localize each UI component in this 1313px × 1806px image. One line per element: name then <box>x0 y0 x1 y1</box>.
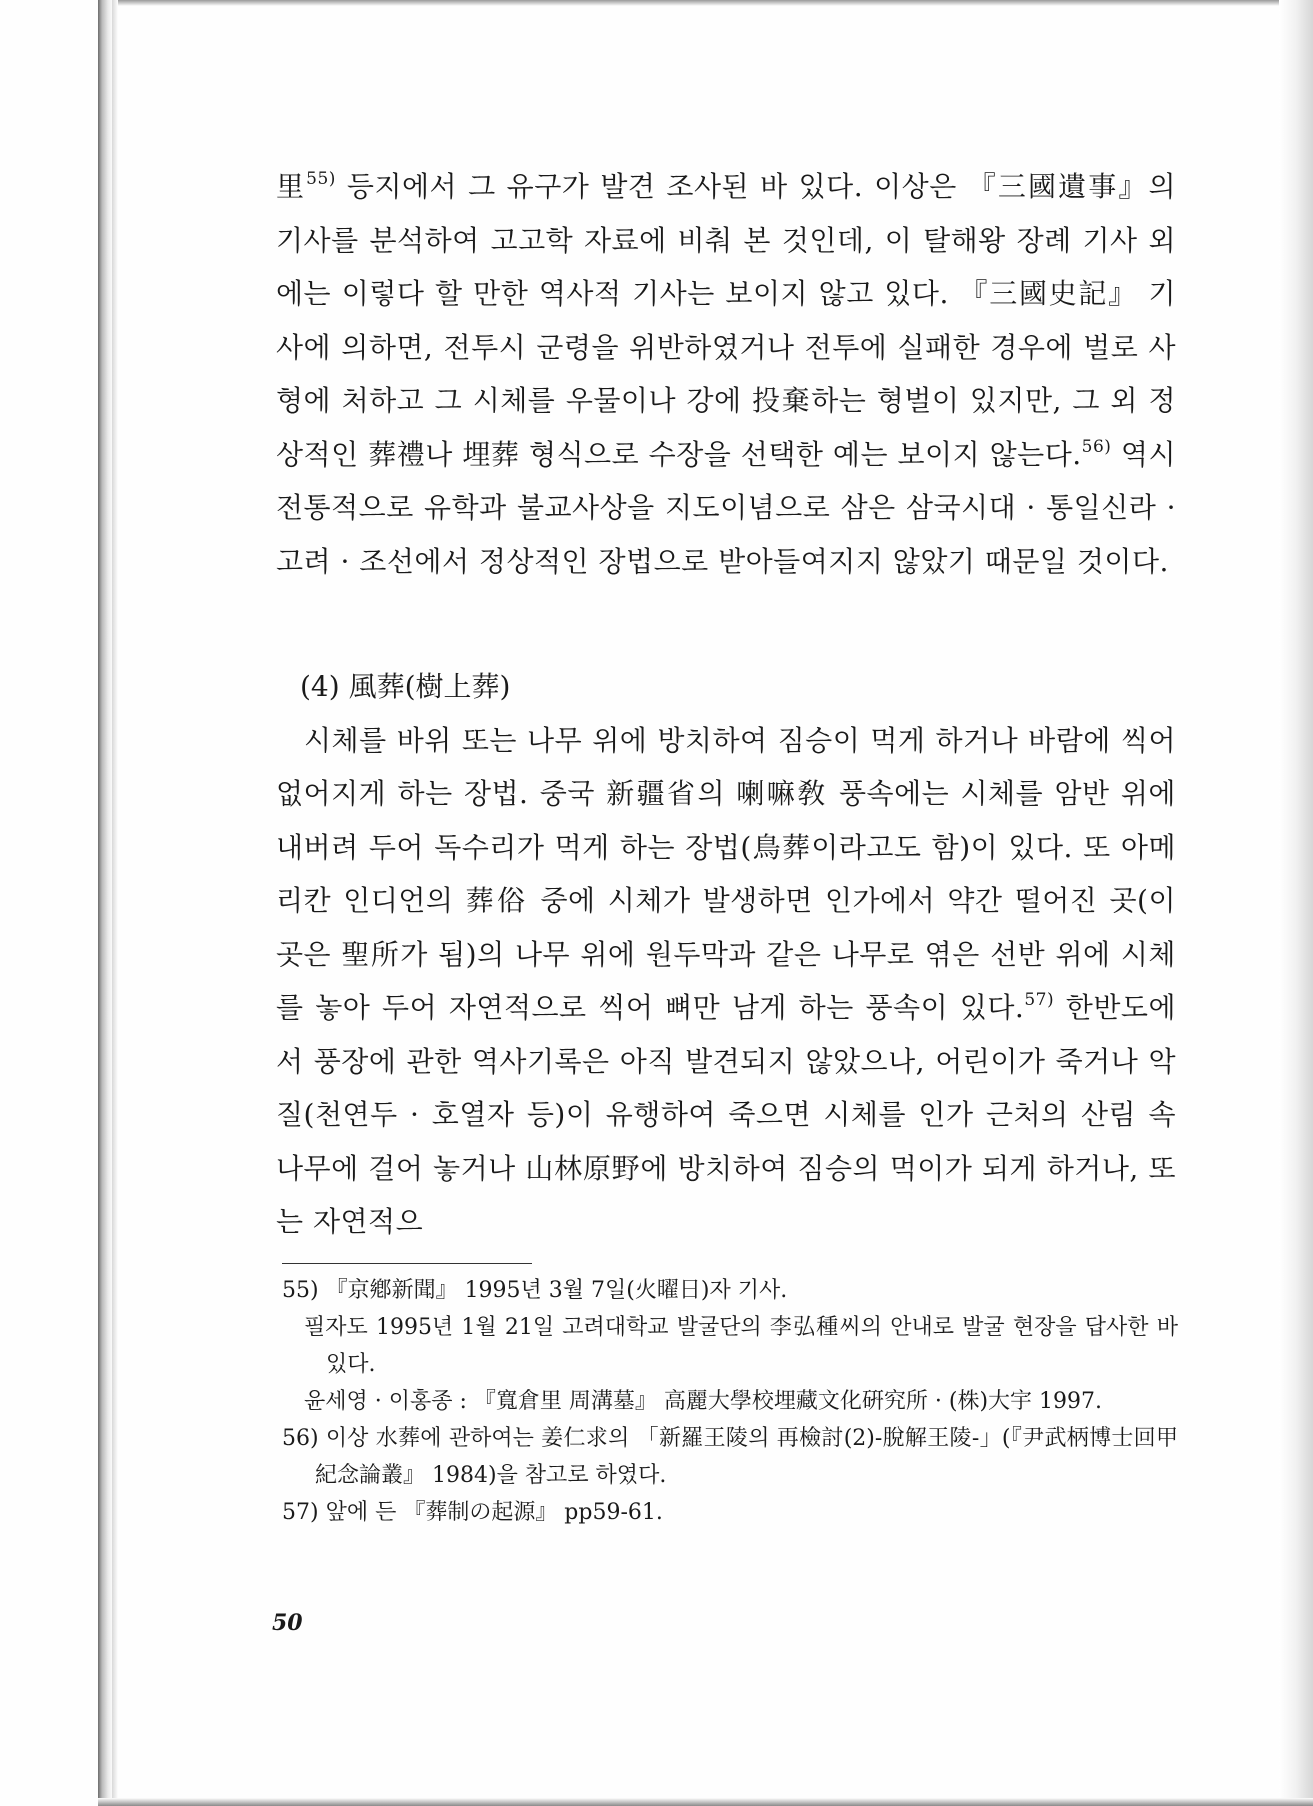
footnote-ref-55: 55) <box>306 169 336 189</box>
footnote-56: 56) 이상 水葬에 관하여는 姜仁求의 「新羅王陵의 再檢討(2)-脫解王陵-」(『尹武柄博士回甲紀念論叢』 1984)을 참고로 하였다. <box>282 1426 1178 1488</box>
section-heading-wind-burial: (4) 風葬(樹上葬) <box>300 670 511 703</box>
page-number: 50 <box>272 1610 303 1636</box>
page-bottom-edge <box>98 1798 1313 1806</box>
footnote-divider <box>282 1263 532 1264</box>
text-run: 里 <box>276 170 307 203</box>
footnote-ref-56: 56) <box>1081 436 1112 457</box>
text-run: 역시 전통적으로 유학과 불교사상을 지도이념으로 삼은 삼국시대 · 통일신라 · 고려 · 조선에서 정상적인 장법으로 받아들여지지 않았기 때문일 것이다. <box>276 437 1177 578</box>
paragraph-water-burial <box>276 160 1176 588</box>
page-binding-highlight <box>112 0 118 1806</box>
footnote-57: 57) 앞에 든 『葬制の起源』 pp59-61. <box>282 1500 663 1525</box>
footnote-55-continuation: 필자도 1995년 1월 21일 고려대학교 발굴단의 李弘種씨의 안내로 발굴 현장을 답사한 바 있다. <box>304 1315 1178 1377</box>
text-run: 시체를 바위 또는 나무 위에 방치하여 짐승이 먹게 하거나 바람에 씩어 없어지게 하는 장법. 중국 新疆省의 喇嘛敎 풍속에는 시체를 암반 위에 내버려 두어 독수리가 먹게 하는 장법(鳥葬이라고도 함)이 있다. 또 아메리칸 인디언의 葬俗 중에 시체가 발생하면 인가에서 약간 떨어진 곳(이 곳은 聖所가 됨)의 나무 위에 원두막과 같은 나무로 엮은 선반 위에 시체를 놓아 두어 자연적으로 씩어 뼈만 남게 하는 풍속이 있다. <box>276 723 1176 1024</box>
page-binding-shadow <box>98 0 112 1806</box>
page-top-edge <box>98 0 1313 6</box>
text-run: 한반도에서 풍장에 관한 역사기록은 아직 발견되지 않았으나, 어린이가 죽거나 악질(천연두 · 호열자 등)이 유행하여 죽으면 시체를 인가 근처의 산림 속 나무에 걸어 놓거나 山林原野에 방치하여 짐승의 먹이가 되게 하거나, 또는 자연적으 <box>276 991 1176 1238</box>
footnote-55: 55) 『京鄕新聞』 1995년 3월 7일(火曜日)자 기사. <box>282 1278 788 1303</box>
footnote-ref-57: 57) <box>1024 990 1055 1010</box>
text-run: 등지에서 그 유구가 발견 조사된 바 있다. 이상은 『三國遺事』의 기사를 분석하여 고고학 자료에 비춰 본 것인데, 이 탈해왕 장례 기사 외에는 이렇다 할 만한 역사적 기사는 보이지 않고 있다. 『三國史記』 기사에 의하면, 전투시 군령을 위반하였거나 전투에 실패한 경우에 벌로 사형에 처하고 그 시체를 우물이나 강에 投棄하는 형벌이 있지만, 그 외 정상적인 葬禮나 埋葬 형식으로 수장을 선택한 예는 보이지 않는다. <box>276 170 1176 471</box>
footnote-55-reference: 윤세영 · 이홍종 : 『寬倉里 周溝墓』 高麗大學校埋藏文化硏究所 · (株)大宇 1997. <box>304 1389 1102 1414</box>
main-text <box>276 160 1176 1249</box>
page-right-edge <box>1279 0 1313 1806</box>
footnotes <box>282 1272 1178 1531</box>
paragraph-wind-burial <box>276 714 1176 1249</box>
